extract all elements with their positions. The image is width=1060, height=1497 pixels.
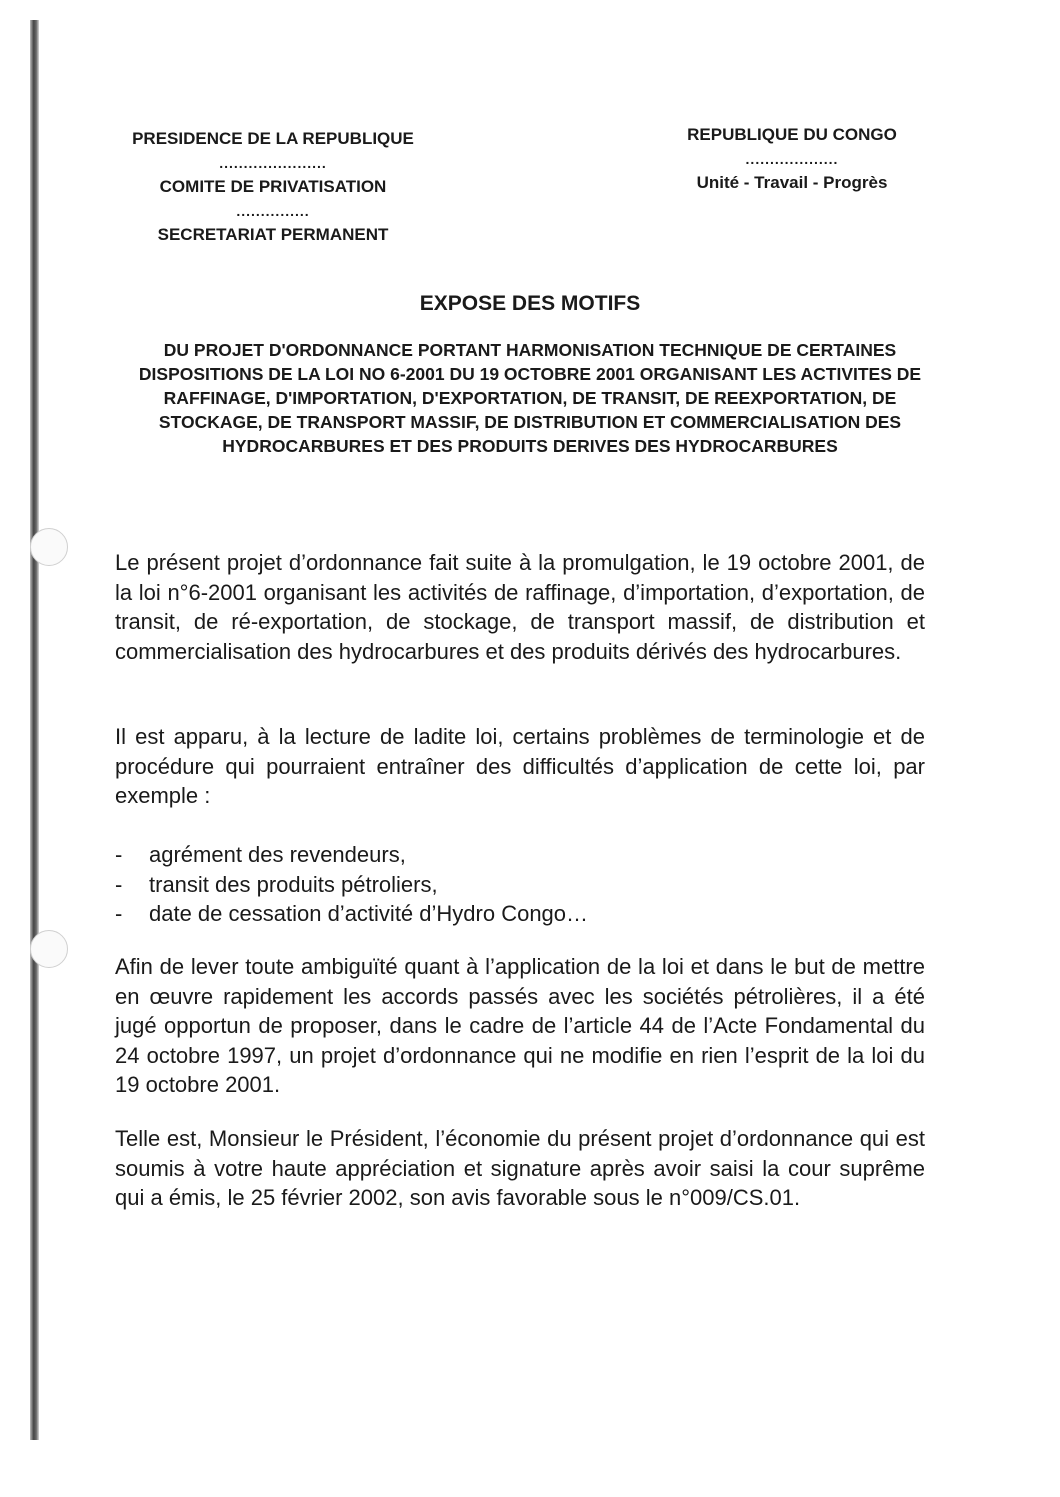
paragraph-4: Telle est, Monsieur le Président, l’économie du présent projet d’ordonnance qui est soumis à votre haute appréciation et signature après avoir saisi la cour suprême qui a émis, le 25 février 2002, son avis favorable sous le n°009/CS.01. — [115, 1126, 925, 1210]
bullet-marker: - — [115, 901, 123, 926]
list-item — [115, 870, 925, 900]
paragraph-3: Afin de lever toute ambiguïté quant à l’application de la loi et dans le but de mettre en œuvre rapidement les accords passés avec les sociétés pétrolières, il a été jugé opportun de proposer, dans le cadre de l’article 44 de l’Acte Fondamental du 24 octobre 1997, un projet d’ordonnance qui ne modifie en rien l’esprit de la loi du 19 octobre 2001. — [115, 954, 925, 1097]
paragraph-1: Le présent projet d’ordonnance fait suite à la promulgation, le 19 octobre 2001, de la loi n°6-2001 organisant les activités de raffinage, d’importation, d’exportation, de transit, de ré-exportation, de stockage, de transport massif, de distribution et commercialisation des hydrocarbures et des produits dérivés des hydrocarbures. — [115, 550, 925, 664]
separator-dots: ............... — [236, 203, 310, 219]
devise-motto: Unité - Travail - Progrès — [696, 173, 888, 192]
scan-binding-edge — [30, 20, 39, 1440]
bullet-list — [115, 840, 925, 929]
list-item-text: transit des produits pétroliers, — [149, 871, 438, 897]
bullet-marker: - — [115, 842, 123, 867]
comite-heading: COMITE DE PRIVATISATION — [159, 177, 387, 196]
bullet-marker: - — [115, 871, 123, 897]
list-item — [115, 899, 925, 929]
separator-dots: ...................... — [219, 155, 327, 171]
punch-hole-top — [30, 528, 68, 566]
separator-dots: ................... — [745, 151, 839, 167]
secretariat-heading: SECRETARIAT PERMANENT — [157, 225, 389, 244]
list-item-text: date de cessation d’activité d’Hydro Congo… — [149, 901, 589, 926]
paragraph-2: Il est apparu, à la lecture de ladite loi, certains problèmes de terminologie et de procédure qui pourraient entraîner des difficultés d’application de cette loi, par exemple : — [115, 724, 925, 808]
document-title: EXPOSE DES MOTIFS — [419, 292, 641, 315]
document-subtitle: DU PROJET D'ORDONNANCE PORTANT HARMONISATION TECHNIQUE DE CERTAINES DISPOSITIONS DE LA LOI NO 6-2001 DU 19 OCTOBRE 2001 ORGANISANT LES ACTIVITES DE RAFFINAGE, D'IMPORTATION, D'EXPORTATION, DE TRANSIT, DE REEXPORTATION, DE STOCKAGE, DE TRANSPORT MASSIF, DE DISTRIBUTION ET COMMERCIALISATION DES HYDROCARBURES ET DES PRODUITS DERIVES DES HYDROCARBURES — [138, 340, 922, 456]
list-item-text: agrément des revendeurs, — [149, 842, 406, 867]
header-right-block — [668, 124, 916, 196]
presidence-heading: PRESIDENCE DE LA REPUBLIQUE — [132, 129, 414, 148]
republique-heading: REPUBLIQUE DU CONGO — [687, 125, 897, 144]
header-left-block — [108, 128, 438, 248]
punch-hole-bottom — [30, 930, 68, 968]
list-item — [115, 840, 925, 870]
